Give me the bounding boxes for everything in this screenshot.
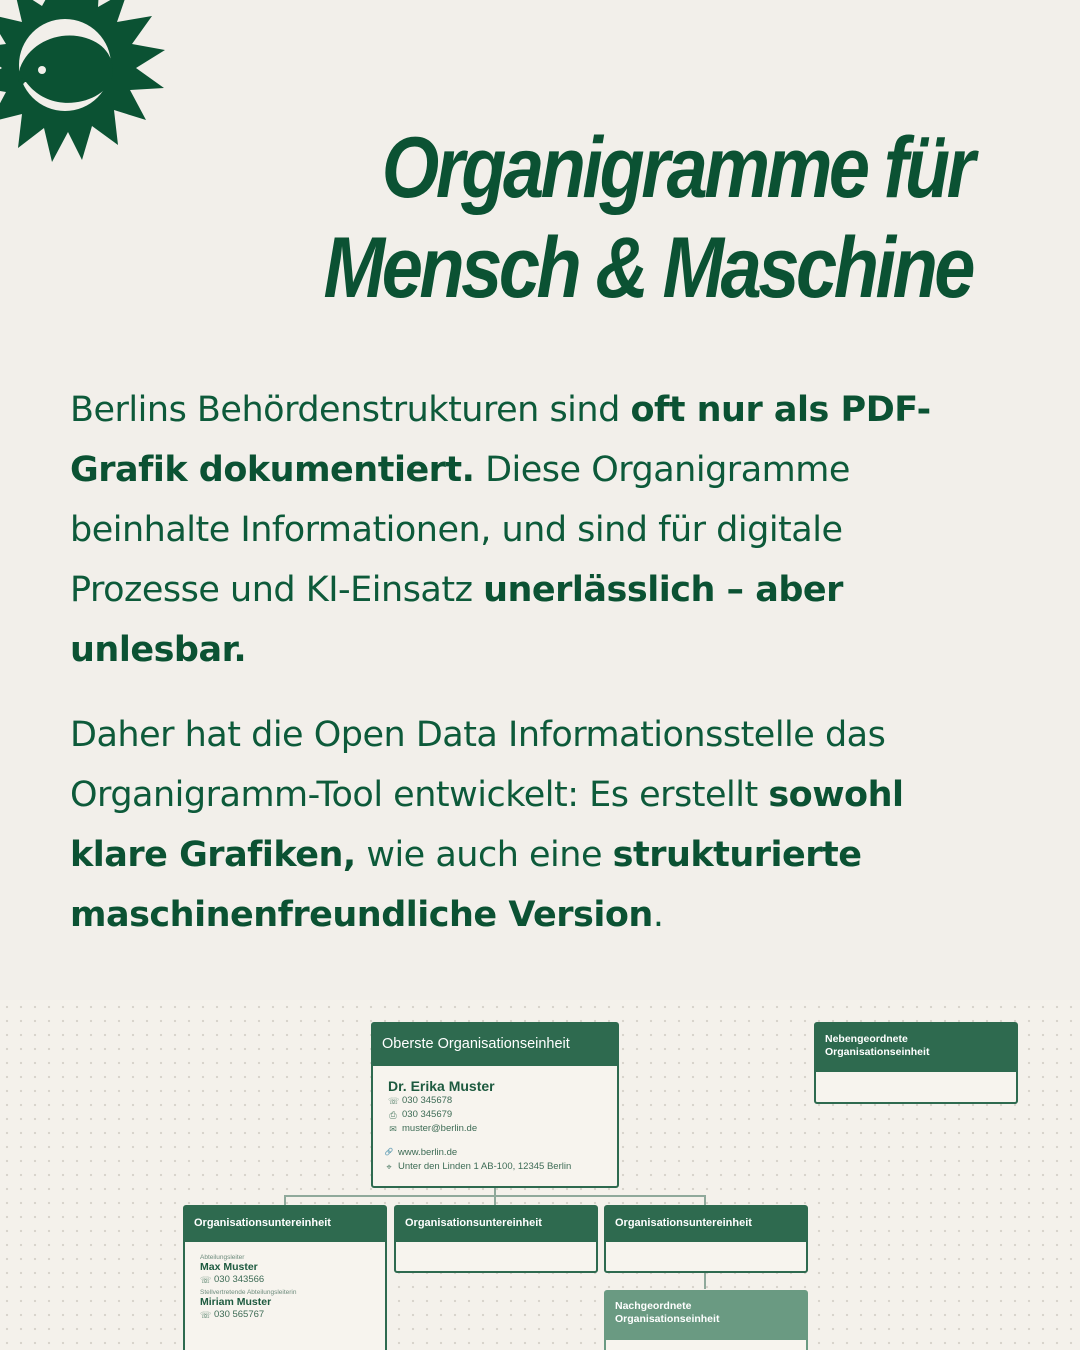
p2-bold-1: sowohl klare Grafiken, <box>70 775 904 875</box>
side-unit-title-line-1: Nebengeordnete <box>825 1033 908 1045</box>
sub-unit-box-1[interactable] <box>183 1205 387 1350</box>
sub-unit-3-title: Organisationsuntereinheit <box>606 1207 806 1242</box>
p1-bold-1: oft nur als PDF-Grafik dokumentiert. <box>70 390 931 490</box>
title-line-1: Organigramme für <box>381 120 972 216</box>
p2-text-2: wie auch eine <box>355 835 613 875</box>
p2-bold-2: strukturierte maschinenfreundliche Version <box>70 835 862 935</box>
location-icon: ⌖ <box>386 1162 392 1172</box>
paragraph-1 <box>70 380 990 680</box>
top-unit-address <box>384 1160 617 1174</box>
phone-value: 030 343566 <box>214 1274 265 1285</box>
top-unit-person: Dr. Erika Muster <box>388 1078 495 1094</box>
top-unit-box[interactable] <box>371 1022 619 1188</box>
sub-unit-box-2[interactable] <box>394 1205 598 1273</box>
sub-unit-box-3[interactable] <box>604 1205 808 1273</box>
side-unit-box[interactable] <box>814 1022 1018 1104</box>
p2-text-3: . <box>652 895 664 935</box>
p1-text-3: . <box>233 630 247 670</box>
sub-unit-2-title: Organisationsuntereinheit <box>396 1207 596 1242</box>
child-unit-title-line-2: Organisationseinheit <box>615 1313 720 1325</box>
phone-value: 030 565767 <box>214 1309 265 1320</box>
email-icon: ✉ <box>389 1124 397 1134</box>
child-unit-box[interactable] <box>604 1290 808 1350</box>
top-unit-fax <box>388 1108 617 1122</box>
email-value: muster@berlin.de <box>402 1123 478 1134</box>
phone-icon: ☏ <box>388 1096 400 1106</box>
top-unit-phone <box>388 1094 617 1108</box>
side-unit-title <box>816 1024 1016 1072</box>
org-chart-preview <box>0 1000 1080 1350</box>
child-unit-title-line-1: Nachgeordnete <box>615 1300 692 1312</box>
sub-unit-1-title: Organisationsuntereinheit <box>185 1207 385 1242</box>
connector-right-drop <box>704 1195 706 1205</box>
hedgehog-logo-icon <box>0 0 170 170</box>
p1-text-1: Berlins Behördenstrukturen sind <box>70 390 631 430</box>
paragraph-2 <box>70 705 990 945</box>
p1-text-2: Diese Organigramme beinhalte Informationen, und sind für digitale Prozesse und KI-Einsatz <box>70 450 850 610</box>
intro-text <box>70 380 990 970</box>
sub-unit-1-phone-1 <box>200 1273 385 1287</box>
link-icon: 🔗 <box>384 1149 394 1156</box>
phone-icon: ☏ <box>200 1275 212 1285</box>
address-value: Unter den Linden 1 AB-100, 12345 Berlin <box>398 1161 572 1172</box>
connector-child <box>704 1273 706 1289</box>
sub-unit-1-role-2: Stellvertretende Abteilungsleiterin <box>200 1289 297 1296</box>
side-unit-title-line-2: Organisationseinheit <box>825 1046 930 1058</box>
child-unit-title <box>606 1292 806 1340</box>
page-title <box>318 118 972 318</box>
fax-icon: ⎙ <box>389 1110 397 1120</box>
website-value: www.berlin.de <box>398 1147 458 1158</box>
p1-bold-2: unerlässlich – aber unlesbar <box>70 570 843 670</box>
phone-icon: ☏ <box>200 1310 212 1320</box>
top-unit-email <box>388 1122 617 1136</box>
sub-unit-1-name-1: Max Muster <box>200 1261 258 1273</box>
top-unit-website <box>384 1146 617 1160</box>
top-unit-title: Oberste Organisationseinheit <box>373 1024 617 1066</box>
fax-value: 030 345679 <box>402 1109 453 1120</box>
phone-value: 030 345678 <box>402 1095 453 1106</box>
connector-mid-drop <box>494 1195 496 1205</box>
p2-text-1: Daher hat die Open Data Informationsstelle das Organigramm-Tool entwickelt: Es erstellt <box>70 715 886 815</box>
title-line-2: Mensch & Maschine <box>323 220 973 316</box>
connector-left-drop <box>284 1195 286 1205</box>
sub-unit-1-name-2: Miriam Muster <box>200 1296 272 1308</box>
sub-unit-1-phone-2 <box>200 1308 385 1322</box>
sub-unit-1-role-1: Abteilungsleiter <box>200 1254 245 1261</box>
